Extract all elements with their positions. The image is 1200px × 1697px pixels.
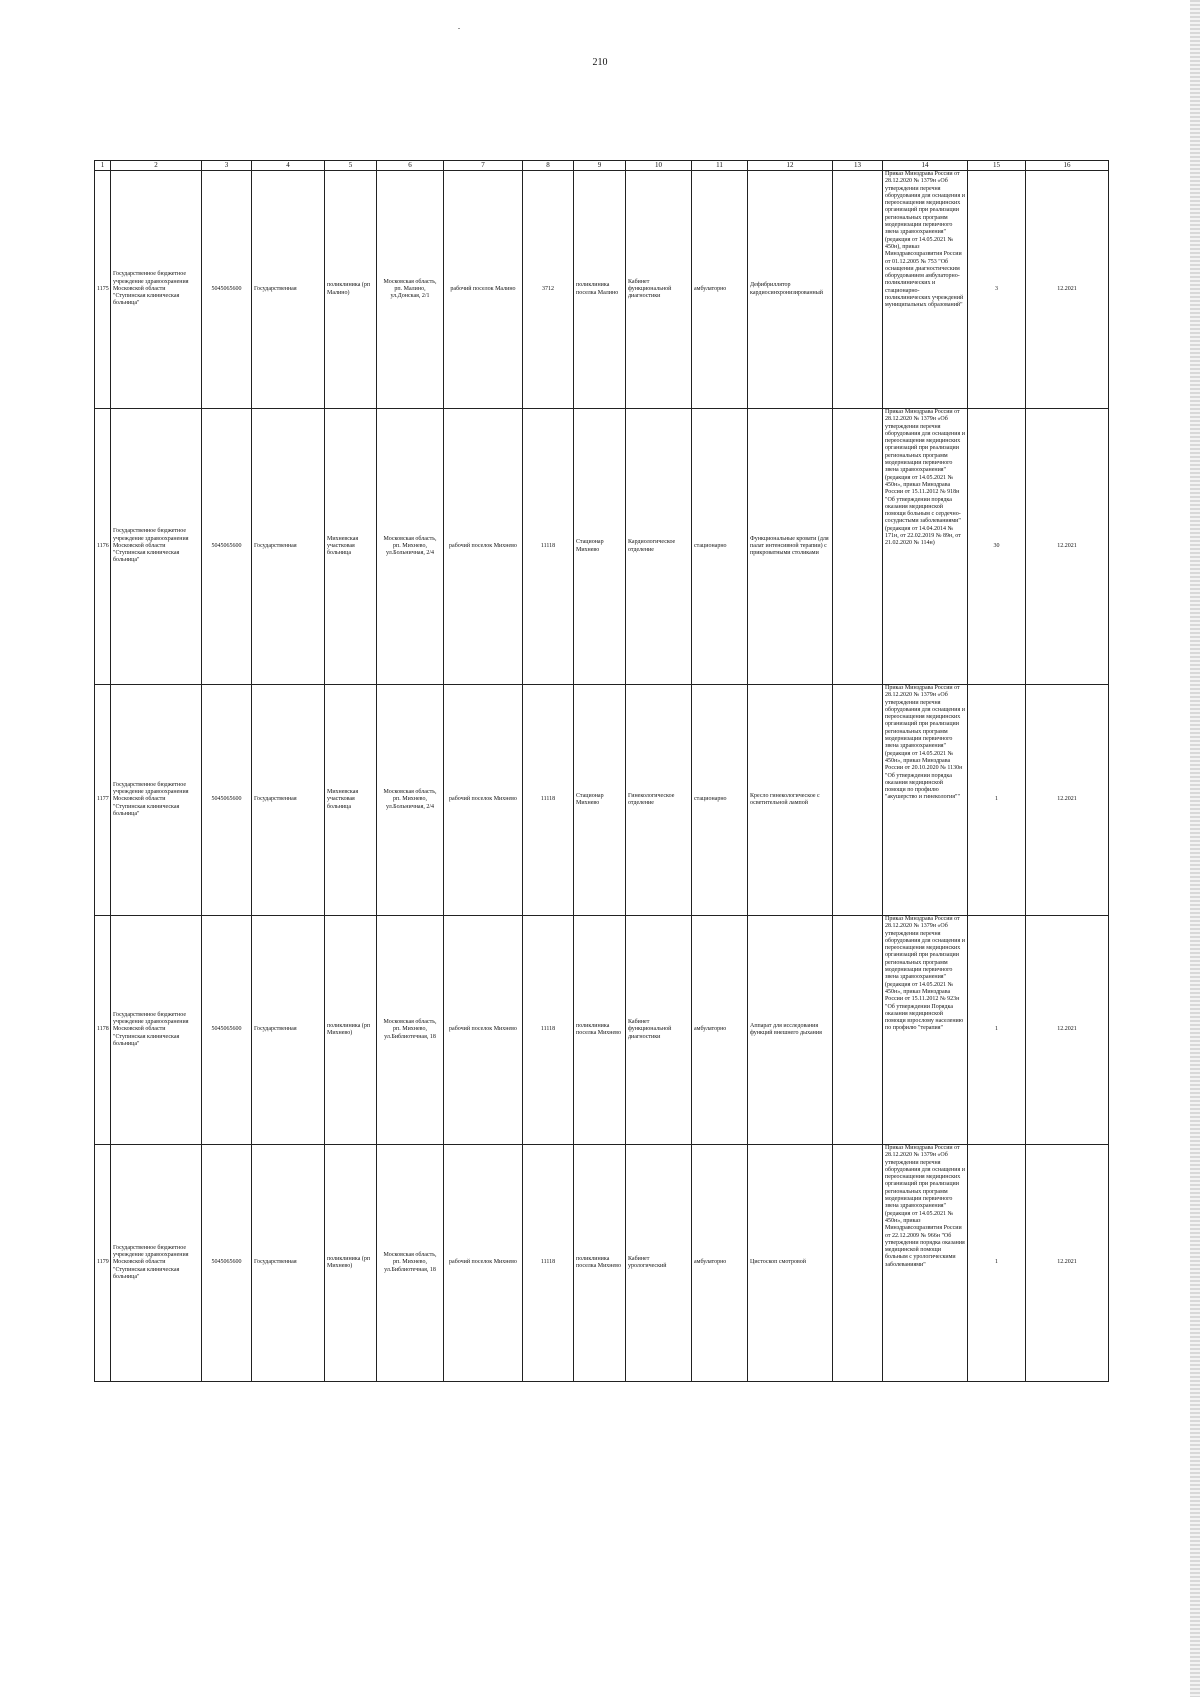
ownership-form: Государственная <box>252 1145 325 1382</box>
institution-name: Государственное бюджетное учреждение здравоохранения Московской области "Ступинская клиническая больница" <box>111 685 202 916</box>
quantity: 1 <box>968 685 1026 916</box>
address: Московская область, рп. Михнево, ул.Библиотечная, 18 <box>377 1145 444 1382</box>
column-header: 8 <box>523 161 574 171</box>
delivery-date: 12.2021 <box>1026 685 1109 916</box>
column-header: 10 <box>626 161 692 171</box>
settlement: рабочий поселок Малино <box>444 171 523 409</box>
table-row <box>95 1145 1109 1382</box>
legal-basis <box>883 171 968 409</box>
empty-cell <box>833 685 883 916</box>
row-number: 1178 <box>95 916 111 1145</box>
legal-basis-text: Приказ Минздрава России от 28.12.2020 № 1379н «Об утверждении перечня оборудования для оснащения и переоснащения медицинских организаций при реализации региональных программ модернизации первичного звена здравоохранения"(редакция от 14.05.2021 № 450н», приказ Минздрава России от 15.11.2012 № 923н "Об утверждении Порядка оказания медицинской помощи взрослому населению по профилю "терапия" <box>885 916 965 1032</box>
address: Московская область, рп. Михнево, ул.Больничная, 2/4 <box>377 685 444 916</box>
care-type: стационарно <box>692 685 748 916</box>
subdivision: поликлиника поселка Михнево <box>574 1145 626 1382</box>
quantity: 30 <box>968 409 1026 685</box>
inn-code: 5045065600 <box>202 685 252 916</box>
care-type: стационарно <box>692 409 748 685</box>
inn-code: 5045065600 <box>202 171 252 409</box>
inn-code: 5045065600 <box>202 916 252 1145</box>
column-number-row <box>95 161 1109 171</box>
settlement: рабочий поселок Михнево <box>444 409 523 685</box>
institution-name: Государственное бюджетное учреждение здравоохранения Московской области "Ступинская клиническая больница" <box>111 409 202 685</box>
column-header: 2 <box>111 161 202 171</box>
quantity: 1 <box>968 1145 1026 1382</box>
row-number: 1179 <box>95 1145 111 1382</box>
column-header: 13 <box>833 161 883 171</box>
table-row <box>95 409 1109 685</box>
care-type: амбулаторно <box>692 1145 748 1382</box>
column-header: 16 <box>1026 161 1109 171</box>
delivery-date: 12.2021 <box>1026 409 1109 685</box>
legal-basis-text: Приказ Минздрава России от 28.12.2020 № 1379н «Об утверждении перечня оборудования для оснащения и переоснащения медицинских организаций при реализации региональных программ модернизации первичного звена здравоохранения"(редакция от 14.05.2021 № 450н», приказ Минздрава России от 15.11.2012 № 918н "Об утверждении порядка оказания медицинской помощи больным с сердечно-сосудистыми заболеваниями" (редакция от 14.04.2014 № 171н, от 22.02.2019 № 89н, от 21.02.2020 № 114н) <box>885 409 965 547</box>
equipment-name: Дефибриллятор кардиосинхронизированный <box>748 171 833 409</box>
equipment-register-table <box>94 160 1109 1382</box>
ownership-form: Государственная <box>252 916 325 1145</box>
inn-code: 5045065600 <box>202 1145 252 1382</box>
legal-basis <box>883 409 968 685</box>
care-type: амбулаторно <box>692 171 748 409</box>
subdivision: поликлиника поселка Михнево <box>574 916 626 1145</box>
column-header: 3 <box>202 161 252 171</box>
legal-basis-text: Приказ Минздрава России от 28.12.2020 № 1379н «Об утверждении перечня оборудования для оснащения и переоснащения медицинских организаций при реализации региональных программ модернизации первичного звена здравоохранения"(редакция от 14.05.2021 № 450н), приказ Минздравсоцразвития России от 01.12.2005 № 753 "Об оснащении диагностическим оборудованием амбулаторно-поликлинических и стационарно-поликлинических учреждений муниципальных образований" <box>885 171 965 309</box>
settlement: рабочий поселок Михнево <box>444 685 523 916</box>
column-header: 12 <box>748 161 833 171</box>
department: Кабинет урологический <box>626 1145 692 1382</box>
legal-basis <box>883 1145 968 1382</box>
department: Гинекологическое отделение <box>626 685 692 916</box>
quantity: 1 <box>968 916 1026 1145</box>
column-header: 9 <box>574 161 626 171</box>
column-header: 4 <box>252 161 325 171</box>
structural-unit: Михневская участковая больница <box>325 409 377 685</box>
table-row <box>95 916 1109 1145</box>
column-header: 7 <box>444 161 523 171</box>
legal-basis-text: Приказ Минздрава России от 28.12.2020 № 1379н «Об утверждении перечня оборудования для оснащения и переоснащения медицинских организаций при реализации региональных программ модернизации первичного звена здравоохранения"(редакция от 14.05.2021 № 450н», приказ Минздрава России от 20.10.2020 № 1130н "Об утверждении порядка оказания медицинской помощи по профилю "акушерство и гинекология"" <box>885 685 965 801</box>
empty-cell <box>833 409 883 685</box>
population: 11118 <box>523 916 574 1145</box>
equipment-name: Цистоскоп смотровой <box>748 1145 833 1382</box>
department: Кабинет функциональной диагностики <box>626 916 692 1145</box>
quantity: 3 <box>968 171 1026 409</box>
column-header: 11 <box>692 161 748 171</box>
subdivision: поликлиника поселка Малино <box>574 171 626 409</box>
population: 3712 <box>523 171 574 409</box>
structural-unit: поликлиника (рп Михнево) <box>325 1145 377 1382</box>
column-header: 5 <box>325 161 377 171</box>
address: Московская область, рп. Михнево, ул.Библиотечная, 18 <box>377 916 444 1145</box>
legal-basis <box>883 685 968 916</box>
institution-name: Государственное бюджетное учреждение здравоохранения Московской области "Ступинская клиническая больница" <box>111 171 202 409</box>
ownership-form: Государственная <box>252 685 325 916</box>
subdivision: Стационар Михнево <box>574 409 626 685</box>
empty-cell <box>833 1145 883 1382</box>
table-row <box>95 685 1109 916</box>
delivery-date: 12.2021 <box>1026 1145 1109 1382</box>
scan-edge-artifact <box>1190 0 1200 1697</box>
ownership-form: Государственная <box>252 171 325 409</box>
equipment-name: Аппарат для исследования функций внешнего дыхания <box>748 916 833 1145</box>
legal-basis-text: Приказ Минздрава России от 28.12.2020 № 1379н «Об утверждении перечня оборудования для оснащения и переоснащения медицинских организаций при реализации региональных программ модернизации первичного звена здравоохранения"(редакция от 14.05.2021 № 450н», приказ Минздравсоцразвития России от 22.12.2009 № 966н "Об утверждении порядка оказания медицинской помощи больным с урологическими заболеваниями" <box>885 1145 965 1268</box>
row-number: 1175 <box>95 171 111 409</box>
column-header: 6 <box>377 161 444 171</box>
structural-unit: поликлиника (рп Малино) <box>325 171 377 409</box>
row-number: 1177 <box>95 685 111 916</box>
department: Кардиологическое отделение <box>626 409 692 685</box>
equipment-name: Функциональные кровати (для палат интенсивной терапии) с прикроватными столиками <box>748 409 833 685</box>
structural-unit: Михневская участковая больница <box>325 685 377 916</box>
scan-speck <box>458 28 460 29</box>
empty-cell <box>833 916 883 1145</box>
structural-unit: поликлиника (рп Михнево) <box>325 916 377 1145</box>
equipment-name: Кресло гинекологическое с осветительной лампой <box>748 685 833 916</box>
delivery-date: 12.2021 <box>1026 171 1109 409</box>
institution-name: Государственное бюджетное учреждение здравоохранения Московской области "Ступинская клиническая больница" <box>111 1145 202 1382</box>
department: Кабинет функциональной диагностики <box>626 171 692 409</box>
address: Московская область, рп. Михнево, ул.Больничная, 2/4 <box>377 409 444 685</box>
care-type: амбулаторно <box>692 916 748 1145</box>
column-header: 15 <box>968 161 1026 171</box>
address: Московская область, рп. Малино, ул.Донская, 2/1 <box>377 171 444 409</box>
column-header: 1 <box>95 161 111 171</box>
population: 11118 <box>523 1145 574 1382</box>
population: 11118 <box>523 409 574 685</box>
settlement: рабочий поселок Михнево <box>444 916 523 1145</box>
page-number: 210 <box>592 57 608 68</box>
population: 11118 <box>523 685 574 916</box>
legal-basis <box>883 916 968 1145</box>
empty-cell <box>833 171 883 409</box>
subdivision: Стационар Михнево <box>574 685 626 916</box>
column-header: 14 <box>883 161 968 171</box>
table-row <box>95 171 1109 409</box>
delivery-date: 12.2021 <box>1026 916 1109 1145</box>
ownership-form: Государственная <box>252 409 325 685</box>
settlement: рабочий поселок Михнево <box>444 1145 523 1382</box>
row-number: 1176 <box>95 409 111 685</box>
inn-code: 5045065600 <box>202 409 252 685</box>
institution-name: Государственное бюджетное учреждение здравоохранения Московской области "Ступинская клиническая больница" <box>111 916 202 1145</box>
